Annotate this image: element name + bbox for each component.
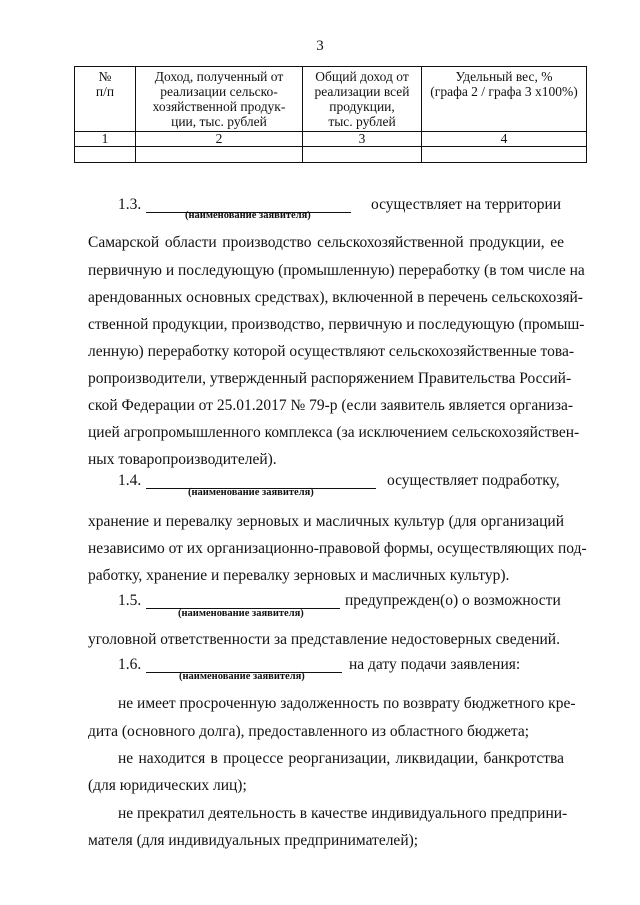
applicant-name-caption: (наименование заявителя) — [188, 487, 314, 498]
paragraph-line: ных товаропроизводителей). — [88, 451, 277, 468]
table-column-number-row — [75, 132, 587, 147]
paragraph-line: хранение и перевалку зерновых и масличных культур (для организаций — [88, 513, 564, 530]
paragraph-line: ской Федерации от 25.01.2017 № 79-р (если заявитель является организа- — [88, 397, 574, 414]
section-number: 1.4. — [118, 472, 142, 489]
income-table — [74, 66, 587, 163]
list-item-line: не прекратил деятельность в качестве индивидуального предприни- — [118, 805, 568, 822]
table-empty-row — [75, 147, 587, 163]
paragraph-line: ропроизводители, утвержденный распоряжением Правительства Россий- — [88, 370, 572, 387]
table-header-cell: № п/п — [75, 67, 136, 132]
table-cell — [303, 147, 422, 163]
paragraph-line: независимо от их организационно-правовой формы, осуществляющих под- — [88, 540, 587, 557]
list-item-line: не находится в процессе реорганизации, ликвидации, банкротства — [118, 750, 564, 767]
list-item-line: не имеет просроченную задолженность по возврату бюджетного кре- — [118, 695, 576, 712]
table-cell — [75, 147, 136, 163]
table-cell — [136, 147, 303, 163]
table-column-number: 2 — [136, 132, 303, 147]
table-column-number: 3 — [303, 132, 422, 147]
section-number: 1.5. — [118, 592, 142, 609]
paragraph-line: арендованных основных средствах), включенной в перечень сельскохозяй- — [88, 289, 583, 306]
section-lead-text: осуществляет на территории — [371, 196, 562, 213]
section-lead-text: на дату подачи заявления: — [349, 656, 521, 673]
paragraph-line: Самарской области производство сельскохозяйственной продукции, ее — [88, 234, 564, 251]
list-item-line: (для юридических лиц); — [88, 777, 247, 794]
table-header-row — [75, 67, 587, 132]
table-column-number: 4 — [422, 132, 587, 147]
paragraph-line: цией агропромышленного комплекса (за исключением сельскохозяйствен- — [88, 424, 580, 441]
list-item-line: дита (основного долга), предоставленного из областного бюджета; — [88, 723, 530, 740]
section-lead-text: осуществляет подработку, — [387, 472, 560, 489]
paragraph-line: первичную и последующую (промышленную) переработку (в том числе на — [88, 262, 585, 279]
list-item-line: мателя (для индивидуальных предпринимателей); — [88, 832, 419, 849]
table-header-cell: Доход, полученный от реализации сельско- хозяйственной продук- ции, тыс. рублей — [136, 67, 303, 132]
paragraph-line: ленную) переработку которой осуществляют сельскохозяйственные това- — [88, 343, 575, 360]
table-column-number: 1 — [75, 132, 136, 147]
table-header-cell: Удельный вес, % (графа 2 / графа 3 х100%) — [422, 67, 587, 132]
applicant-name-caption: (наименование заявителя) — [185, 210, 311, 221]
applicant-name-caption: (наименование заявителя) — [179, 671, 305, 682]
paragraph-line: работку, хранение и перевалку зерновых и масличных культур). — [88, 567, 510, 584]
applicant-name-caption: (наименование заявителя) — [178, 608, 304, 619]
table-header-cell: Общий доход от реализации всей продукции, тыс. рублей — [303, 67, 422, 132]
section-number: 1.6. — [118, 656, 142, 673]
section-lead-text: предупрежден(о) о возможности — [345, 592, 561, 609]
page-number: 3 — [316, 38, 324, 54]
paragraph-line: ственной продукции, производство, первичную и последующую (промыш- — [88, 316, 585, 333]
paragraph-line: уголовной ответственности за представление недостоверных сведений. — [88, 631, 560, 648]
table-cell — [422, 147, 587, 163]
section-number: 1.3. — [118, 196, 142, 213]
